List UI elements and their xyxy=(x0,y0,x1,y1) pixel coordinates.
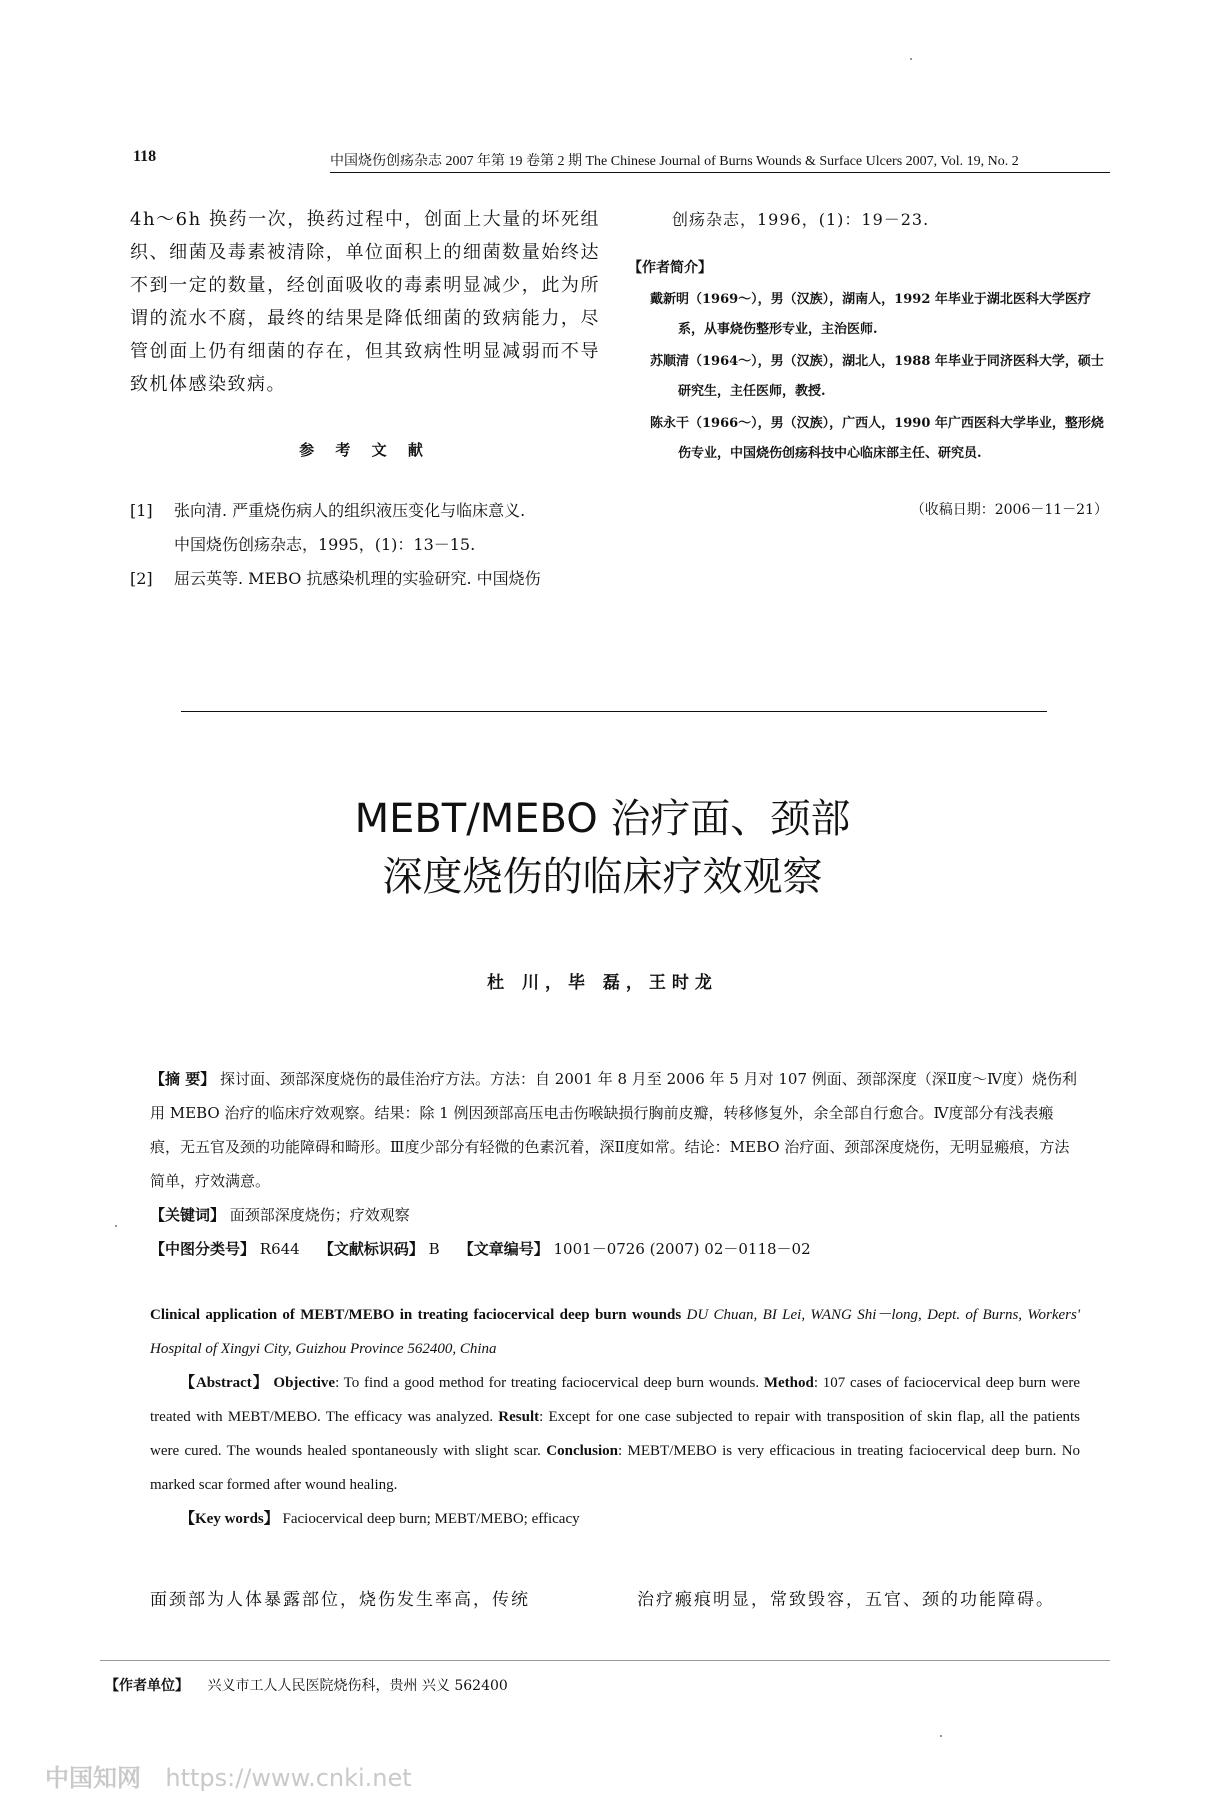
keywords-label: 【关键词】 xyxy=(150,1206,226,1224)
scan-speck xyxy=(910,58,912,60)
reference-text-cont: 创疡杂志，1996，(1)：19－23. xyxy=(672,210,930,229)
cnki-watermark xyxy=(45,1758,412,1793)
header-rule xyxy=(330,172,1110,173)
english-keywords: Faciocervical deep burn; MEBT/MEBO; efficacy xyxy=(282,1511,580,1527)
title-line-2: 深度烧伤的临床疗效观察 xyxy=(382,854,823,900)
keywords-text: 面颈部深度烧伤；疗效观察 xyxy=(229,1206,410,1224)
classification-value: R644 xyxy=(259,1240,300,1258)
abstract-text: 探讨面、颈部深度烧伤的最佳治疗方法。方法：自 2001 年 8 月至 2006 年 5 月对 107 例面、颈部深度（深Ⅱ度～Ⅳ度）烧伤利用 MEBO 治疗的临床疗效观察。结果：除 1 例因颈部高压电击伤喉缺损行胸前皮瓣，转移修复外，余全部自行愈合。Ⅳ度部分有浅表瘢痕，无五官及颈的功能障碍和畸形。Ⅲ度少部分有轻微的色素沉着，深Ⅱ度如常。结论：MEBO 治疗面、颈部深度烧伤，无明显瘢痕，方法简单，疗效满意。 xyxy=(150,1070,1077,1190)
conclusion-text: MEBT/MEBO is very efficacious in treating faciocervical deep burn. No marked scar formed after wound healing. xyxy=(150,1443,1081,1493)
english-abstract: Clinical application of MEBT/MEBO in treating faciocervical deep burn wounds DU Chuan, BI Lei, WANG Shi－long, Dept. of Burns, Workers' Hospital of Xingyi City, Guizhou Province 562400, China 【Abstract】 Objective: To find a good method for treating faciocervical deep burn wounds. Method: 107 cases of faciocervical deep burn were treated with MEBT/MEBO. The efficacy was analyzed. Result: Except for one case subjected to repair with transposition of skin flap, all the patients were cured. The wounds healed spontaneously with slight scar. Conclusion: MEBT/MEBO is very efficacious in treating faciocervical deep burn. No marked scar formed after wound healing. 【Key words】 Faciocervical deep burn; MEBT/MEBO; efficacy xyxy=(150,1307,1081,1527)
document-code-label: 【文献标识码】 xyxy=(318,1240,424,1258)
english-authors: DU Chuan, BI Lei, WANG Shi－long, xyxy=(686,1307,922,1323)
english-abstract-label: 【Abstract】 xyxy=(180,1375,269,1391)
article-divider xyxy=(181,711,1047,712)
english-affiliation: Dept. of Burns, Workers' Hospital of Xingyi City, Guizhou Province 562400, China xyxy=(150,1307,1081,1357)
author-bio: 戴新明（1969～），男（汉族），湖南人，1992 年毕业于湖北医科大学医疗系，从事烧伤整形专业，主治医师. xyxy=(650,292,1091,337)
intro-text-right: 治疗瘢痕明显，常致毁容，五官、颈的功能障碍。 xyxy=(637,1590,1055,1610)
cnki-url: https://www.cnki.net xyxy=(165,1764,412,1792)
chinese-abstract xyxy=(150,1062,1080,1266)
running-head: 中国烧伤创疡杂志 2007 年第 19 卷第 2 期 The Chinese Journal of Burns Wounds & Surface Ulcers 2007, Vol. 19, No. 2 xyxy=(330,154,1019,169)
conclusion-label: Conclusion xyxy=(546,1443,618,1459)
received-date: （收稿日期：2006－11－21） xyxy=(910,502,1108,518)
footnote-rule xyxy=(100,1660,1110,1661)
title-line-1: MEBT/MEBO 治疗面、颈部 xyxy=(354,796,851,842)
result-text: Except for one case subjected to repair with transposition of skin flap, all the patients were cured. The wounds healed spontaneously with slight scar. xyxy=(150,1409,1080,1459)
abstract-label: 【摘 要】 xyxy=(150,1070,216,1088)
reference-text: 屈云英等. MEBO 抗感染机理的实验研究. 中国烧伤 xyxy=(174,569,541,588)
document-code-value: B xyxy=(428,1240,440,1258)
author-affiliation-footnote xyxy=(105,1675,508,1695)
reference-text-cont: 中国烧伤创疡杂志，1995，(1)：13－15. xyxy=(174,535,476,554)
article-number-label: 【文章编号】 xyxy=(458,1240,549,1258)
article-number-value: 1001－0726 (2007) 02－0118－02 xyxy=(553,1240,811,1258)
reference-number: [2] xyxy=(130,569,153,588)
reference-item xyxy=(130,562,600,596)
article-authors: 杜 川，毕 磊，王时龙 xyxy=(487,973,718,993)
author-bio-heading: 【作者简介】 xyxy=(628,260,712,276)
reference-item xyxy=(130,494,600,528)
prev-article-body: 4h～6h 换药一次，换药过程中，创面上大量的坏死组织、细菌及毒素被清除，单位面积上的细菌数量始终达不到一定的数量，经创面吸收的毒素明显减少，此为所谓的流水不腐，最终的结果是降低细菌的致病能力，尽管创面上仍有细菌的存在，但其致病性明显减弱而不导致机体感染致病。 xyxy=(130,209,600,395)
left-column xyxy=(130,203,600,596)
objective-label: Objective xyxy=(273,1375,336,1391)
author-bio: 陈永干（1966～），男（汉族），广西人，1990 年广西医科大学毕业，整形烧伤专业，中国烧伤创疡科技中心临床部主任、研究员. xyxy=(650,416,1104,461)
page-number: 118 xyxy=(133,148,157,165)
result-label: Result xyxy=(498,1409,540,1425)
scan-speck xyxy=(940,1735,942,1737)
intro-text-left: 面颈部为人体暴露部位，烧伤发生率高，传统 xyxy=(150,1590,530,1610)
objective-text: To find a good method for treating faciocervical deep burn wounds. xyxy=(343,1375,760,1391)
footnote-label: 【作者单位】 xyxy=(105,1678,189,1694)
english-title: Clinical application of MEBT/MEBO in treating faciocervical deep burn wounds xyxy=(150,1307,682,1323)
article-title xyxy=(0,790,1205,906)
reference-text: 张向清. 严重烧伤病人的组织液压变化与临床意义. xyxy=(174,501,526,520)
english-keywords-label: 【Key words】 xyxy=(180,1511,279,1527)
scan-speck xyxy=(115,1225,117,1227)
method-text: 107 cases of faciocervical deep burn were treated with MEBT/MEBO. The efficacy was analyzed. xyxy=(150,1375,1081,1425)
cnki-logo-text: 中国知网 xyxy=(45,1764,141,1792)
footnote-text: 兴义市工人人民医院烧伤科，贵州 兴义 562400 xyxy=(207,1678,508,1694)
references-heading: 参 考 文 献 xyxy=(299,441,431,459)
method-label: Method xyxy=(763,1375,814,1391)
author-bio: 苏顺清（1964～），男（汉族），湖北人，1988 年毕业于同济医科大学，硕士研究生，主任医师，教授. xyxy=(650,354,1104,399)
reference-number: [1] xyxy=(130,501,153,520)
classification-label: 【中图分类号】 xyxy=(150,1240,256,1258)
right-column xyxy=(628,203,1108,519)
